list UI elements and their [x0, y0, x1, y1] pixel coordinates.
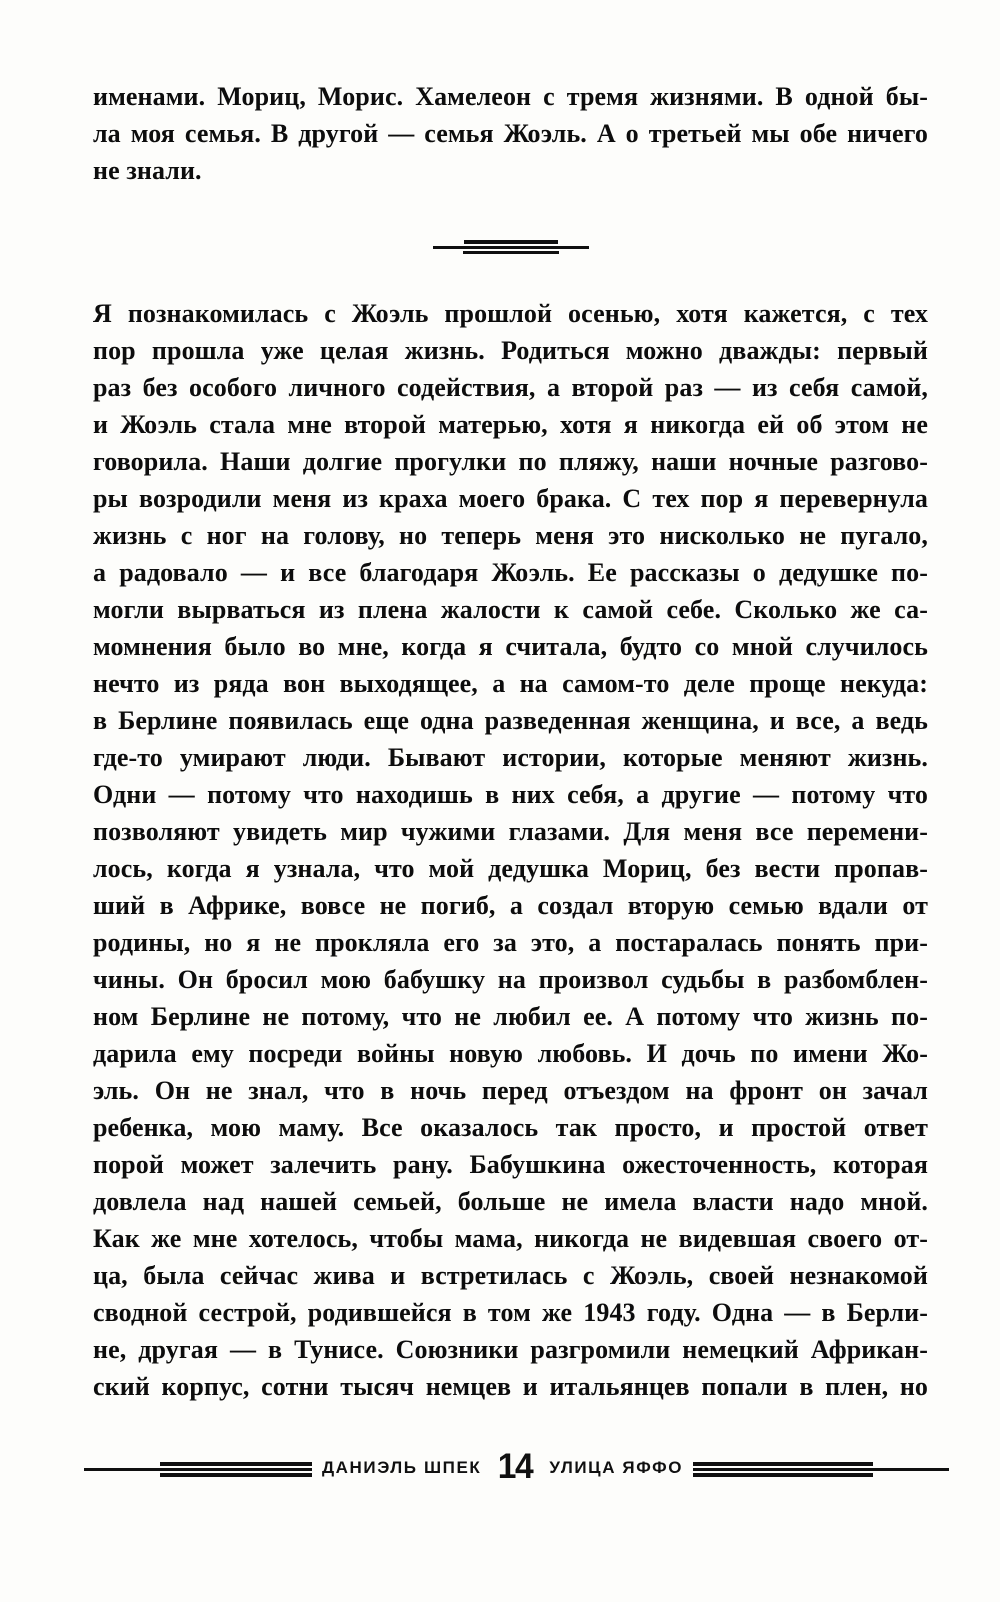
footer-author-name: ДАНИЭЛЬ ШПЕК [321, 1458, 482, 1477]
text-line: чины. Он бросил мою бабушку на произвол судьбы в разбомблен- [93, 965, 928, 994]
text-line: Я познакомилась с Жоэль прошлой осенью, хотя кажется, с тех [93, 299, 928, 328]
text-line: ла моя семья. В другой — семья Жоэль. А о третьей мы обе ничего [93, 119, 928, 148]
text-line: ца, была сейчас жива и встретилась с Жоэль, своей незнакомой [93, 1261, 928, 1290]
divider-middle-rule [433, 246, 589, 249]
divider-top-rule [464, 240, 558, 244]
text-line: жизнь с ног на голову, но теперь меня это нисколько не пугало, [93, 521, 928, 550]
text-line: именами. Мориц, Морис. Хамелеон с тремя жизнями. В одной бы- [93, 82, 928, 111]
text-line: говорила. Наши долгие прогулки по пляжу, наши ночные разгово- [93, 447, 928, 476]
text-line: эль. Он не знал, что в ночь перед отъездом на фронт он зачал [93, 1076, 928, 1105]
text-line: ский корпус, сотни тысяч немцев и итальянцев попали в плен, но [93, 1372, 928, 1401]
footer-page-number: 14 [498, 1447, 533, 1486]
text-line: ребенка, мою маму. Все оказалось так просто, и простой ответ [93, 1113, 928, 1142]
intro-paragraph [93, 78, 928, 189]
text-line: родины, но я не прокляла его за это, а постаралась понять при- [93, 928, 928, 957]
text-line: Как же мне хотелось, чтобы мама, никогда не видевшая своего от- [93, 1224, 928, 1253]
divider-bottom-rule [463, 251, 559, 254]
text-line: Одни — потому что находишь в них себя, а другие — потому что [93, 780, 928, 809]
text-line: ры возродили меня из краха моего брака. С тех пор я перевернула [93, 484, 928, 513]
text-line: в Берлине появилась еще одна разведенная женщина, и все, а ведь [93, 706, 928, 735]
text-line: сводной сестрой, родившейся в том же 1943 году. Одна — в Берли- [93, 1298, 928, 1327]
text-line: и Жоэль стала мне второй матерью, хотя я никогда ей об этом не [93, 410, 928, 439]
footer-right-thin-rule [873, 1468, 949, 1471]
section-divider-ornament [93, 240, 928, 254]
footer-left-triple-rule [160, 1462, 312, 1477]
text-line: довлела над нашей семьей, больше не имела власти надо мной. [93, 1187, 928, 1216]
text-line: лось, когда я узнала, что мой дедушка Мориц, без вести пропав- [93, 854, 928, 883]
text-line: момнения было во мне, когда я считала, будто со мной случилось [93, 632, 928, 661]
text-line: а радовало — и все благодаря Жоэль. Ее рассказы о дедушке по- [93, 558, 928, 587]
text-line: пор прошла уже целая жизнь. Родиться можно дважды: первый [93, 336, 928, 365]
page-footer [98, 1447, 935, 1486]
intro-paragraph-last-line: не знали. [93, 156, 202, 185]
text-line: раз без особого личного содействия, а второй раз — из себя самой, [93, 373, 928, 402]
text-line: ший в Африке, вовсе не погиб, а создал вторую семью вдали от [93, 891, 928, 920]
text-line: позволяют увидеть мир чужими глазами. Для меня все перемени- [93, 817, 928, 846]
text-line: порой может залечить рану. Бабушкина ожесточенность, которая [93, 1150, 928, 1179]
main-paragraph [93, 295, 928, 1405]
intro-paragraph-lines [93, 78, 928, 152]
text-line: не, другая — в Тунисе. Союзники разгромили немецкий Африкан- [93, 1335, 928, 1364]
text-line: где-то умирают люди. Бывают истории, которые меняют жизнь. [93, 743, 928, 772]
footer-book-title: УЛИЦА ЯФФО [549, 1458, 684, 1477]
footer-left-thin-rule [84, 1468, 160, 1471]
text-line: ном Берлине не потому, что не любил ее. А потому что жизнь по- [93, 1002, 928, 1031]
text-line: нечто из ряда вон выходящее, а на самом-то деле проще некуда: [93, 669, 928, 698]
main-paragraph-lines [93, 295, 928, 1405]
text-line: могли вырваться из плена жалости к самой себе. Сколько же са- [93, 595, 928, 624]
text-line: дарила ему посреди войны новую любовь. И дочь по имени Жо- [93, 1039, 928, 1068]
footer-right-triple-rule [693, 1462, 873, 1477]
